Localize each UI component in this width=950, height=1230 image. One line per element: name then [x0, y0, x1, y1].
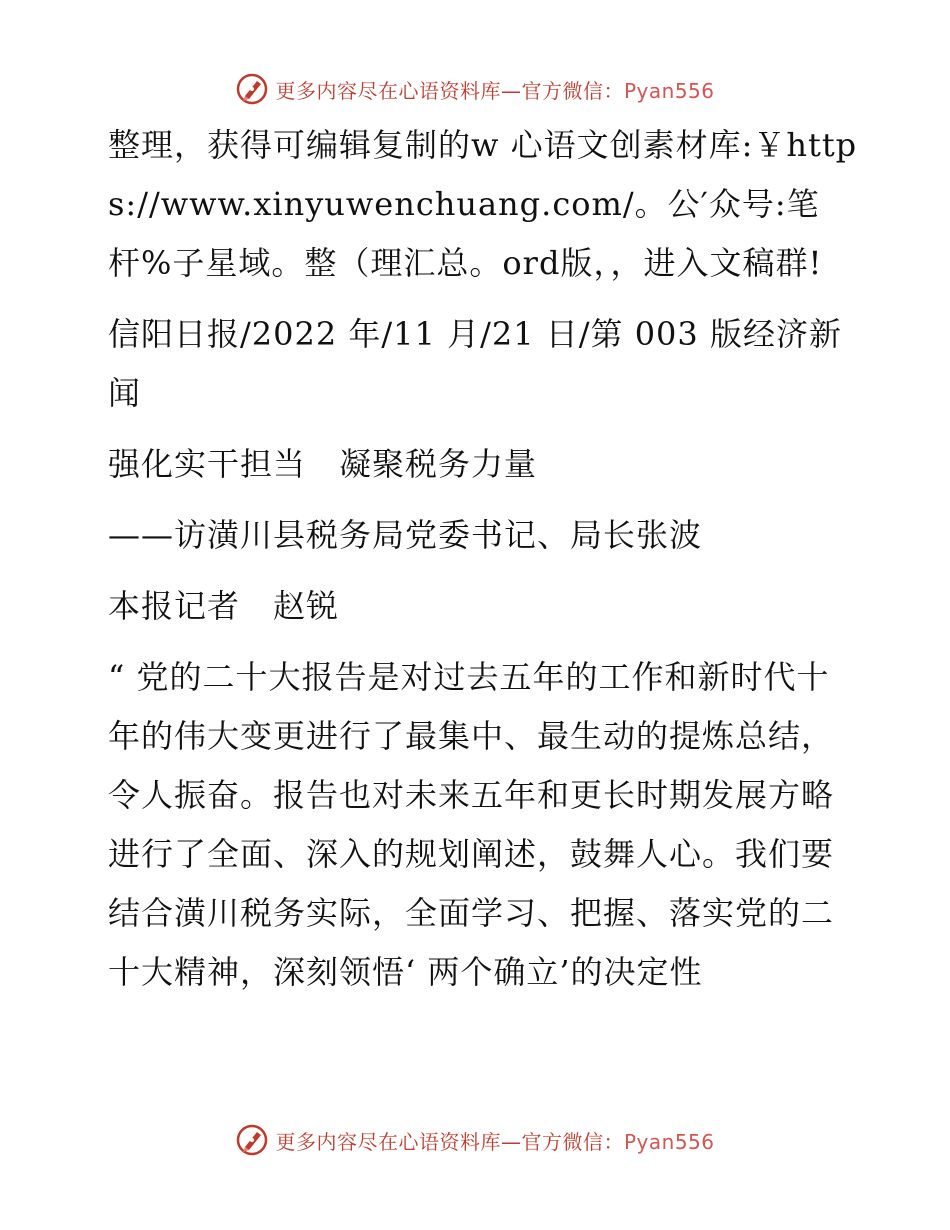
intro-paragraph: 整理，获得可编辑复制的w 心语文创素材库:￥https://www.xinyuwenchuang.com/。公′众号:笔杆%子星域。整（理汇总。ord版，，进入文稿群! [108, 126, 858, 282]
watermark-text: 更多内容尽在心语资料库—官方微信：Pyan556 [275, 78, 715, 103]
pen-logo-icon [235, 72, 269, 106]
pen-logo-icon [235, 1123, 269, 1157]
document-body [98, 116, 858, 1002]
footer-watermark [0, 1122, 950, 1158]
byline: 本报记者 赵锐 [108, 587, 340, 625]
article-title: 强化实干担当 凝聚税务力量 [108, 445, 538, 483]
source-line: 信阳日报/2022 年/11 月/21 日/第 003 版经济新闻 [108, 315, 842, 412]
watermark-text: 更多内容尽在心语资料库—官方微信：Pyan556 [275, 1129, 715, 1154]
article-subtitle: ——访潢川县税务局党委书记、局长张波 [108, 516, 703, 554]
header-watermark [0, 71, 950, 107]
body-paragraph: “ 党的二十大报告是对过去五年的工作和新时代十年的伟大变更进行了最集中、最生动的提炼总结，令人振奋。报告也对未来五年和更长时期发展方略进行了全面、深入的规划阐述，鼓舞人心。我们要结合潢川税务实际，全面学习、把握、落实党的二十大精神，深刻领悟‘ 两个确立’的决定性 [108, 658, 835, 991]
